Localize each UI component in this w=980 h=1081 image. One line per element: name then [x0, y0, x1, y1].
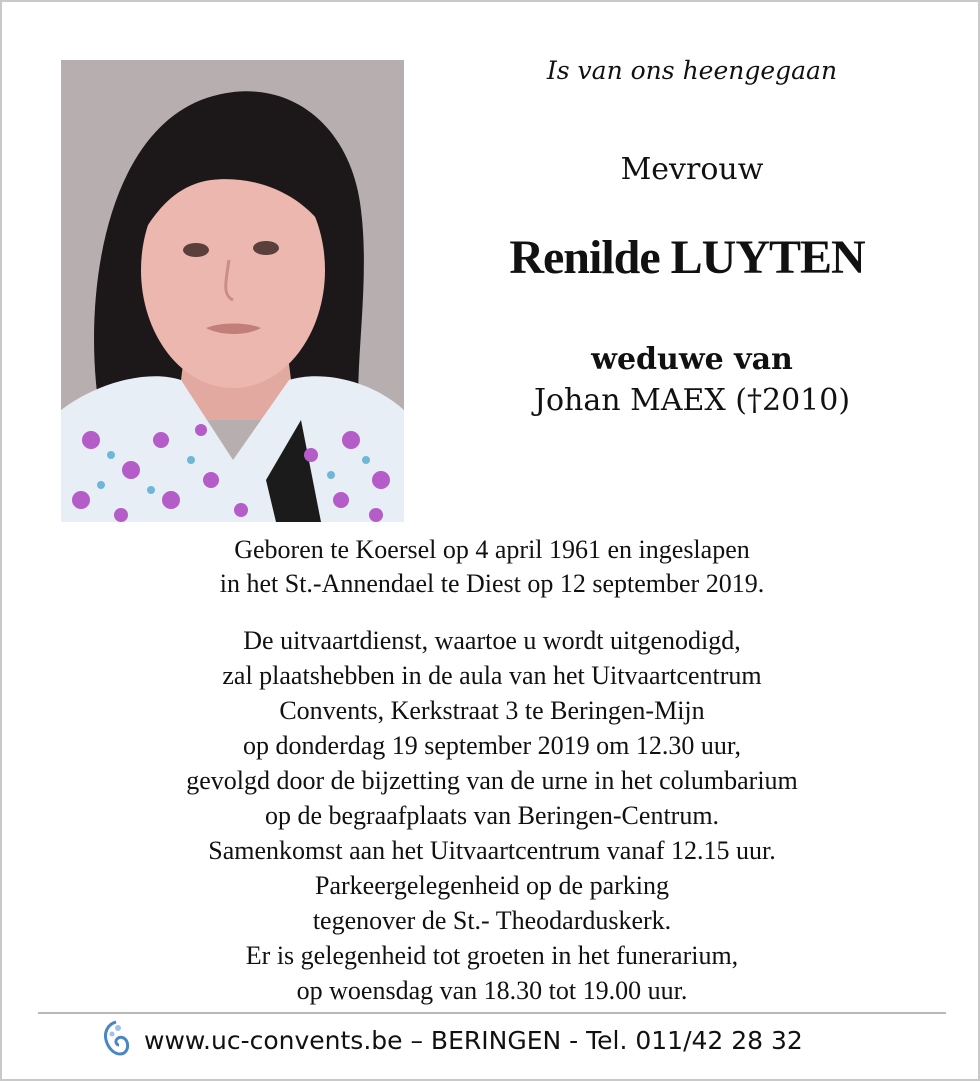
spouse-name: Johan MAEX (†2010) — [533, 383, 851, 418]
honorific: Mevrouw — [620, 152, 764, 187]
intro-text: Is van ons heengegaan — [546, 56, 838, 85]
convents-logo-icon — [102, 1020, 130, 1060]
footer-divider — [38, 1012, 946, 1014]
contact-line[interactable]: www.uc-convents.be – BERINGEN - Tel. 011/42 28 32 — [144, 1025, 803, 1055]
service-line: Er is gelegenheid tot groeten in het funerarium, — [245, 941, 739, 970]
birth-death-info — [32, 533, 952, 601]
birth-line: in het St.-Annendael te Diest op 12 september 2019. — [219, 569, 765, 598]
service-line: Convents, Kerkstraat 3 te Beringen-Mijn — [279, 696, 705, 725]
service-line: De uitvaartdienst, waartoe u wordt uitgenodigd, — [243, 626, 741, 655]
service-line: op de begraafplaats van Beringen-Centrum. — [264, 801, 720, 830]
spouse-label: weduwe van — [591, 342, 793, 377]
footer — [102, 1020, 922, 1060]
service-line: zal plaatshebben in de aula van het Uitvaartcentrum — [222, 661, 762, 690]
service-line: op donderdag 19 september 2019 om 12.30 uur, — [243, 731, 741, 760]
service-line: Parkeergelegenheid op de parking — [315, 871, 669, 900]
service-info — [32, 623, 952, 1008]
service-line: gevolgd door de bijzetting van de urne in het columbarium — [186, 766, 798, 795]
portrait-photo — [61, 60, 404, 522]
service-line: tegenover de St.- Theodarduskerk. — [312, 906, 672, 935]
service-line: op woensdag van 18.30 tot 19.00 uur. — [296, 976, 688, 1005]
birth-line: Geboren te Koersel op 4 april 1961 en ingeslapen — [234, 535, 750, 564]
service-line: Samenkomst aan het Uitvaartcentrum vanaf 12.15 uur. — [208, 836, 776, 865]
deceased-name: Renilde LUYTEN — [509, 231, 865, 284]
